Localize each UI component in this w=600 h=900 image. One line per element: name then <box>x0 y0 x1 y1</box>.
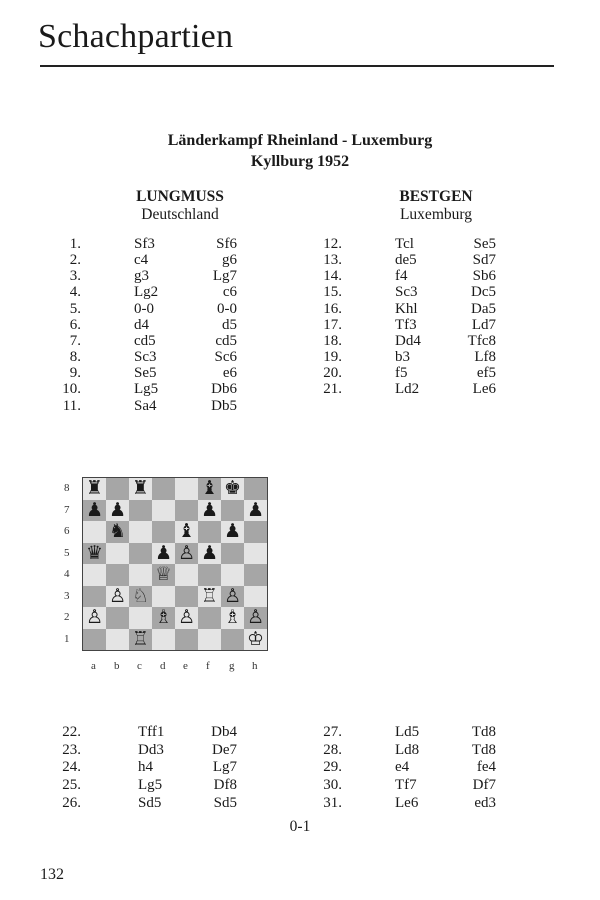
move-row <box>0 236 600 252</box>
move-row <box>0 349 600 365</box>
square-a6 <box>83 521 106 543</box>
white-move: Dd4 <box>395 332 421 349</box>
square-d3 <box>152 586 175 608</box>
move-number: 6. <box>69 316 81 333</box>
black-move: Ld7 <box>471 316 496 333</box>
white-move: Sd5 <box>138 794 162 811</box>
move-number: 30. <box>323 777 342 794</box>
square-g5 <box>221 543 244 565</box>
white-move: g3 <box>134 268 149 285</box>
rank-label: 8 <box>64 482 70 494</box>
move-number: 16. <box>323 300 342 317</box>
rank-label: 1 <box>64 632 70 645</box>
black-move: Db6 <box>211 381 237 398</box>
white-move: Dd3 <box>138 741 164 758</box>
white-pawn-icon: ♙ <box>177 606 196 628</box>
square-e7 <box>175 500 198 522</box>
black-move: Db4 <box>211 724 237 740</box>
white-move: h4 <box>138 759 153 776</box>
white-bishop-icon: ♗ <box>223 606 242 628</box>
page-header-title: Schachpartien <box>38 18 234 55</box>
move-number: 31. <box>323 794 342 811</box>
square-h6 <box>244 521 267 543</box>
black-knight-icon: ♞ <box>108 520 127 542</box>
file-label: c <box>137 660 142 672</box>
black-bishop-icon: ♝ <box>200 477 219 499</box>
square-d7 <box>152 500 175 522</box>
square-h4 <box>244 564 267 586</box>
move-number: 12. <box>323 236 342 252</box>
black-move: Le6 <box>472 381 496 398</box>
move-row <box>0 268 600 284</box>
move-number: 7. <box>69 332 81 349</box>
white-queen-icon: ♕ <box>154 563 173 585</box>
move-row <box>0 284 600 300</box>
white-move: e4 <box>395 759 410 776</box>
black-move: Dc5 <box>471 284 496 301</box>
square-a3 <box>83 586 106 608</box>
event-place-year: Kyllburg 1952 <box>250 153 350 170</box>
move-number: 26. <box>62 794 81 811</box>
file-label: h <box>252 660 258 672</box>
move-number: 22. <box>62 724 81 740</box>
black-player-country: Luxemburg <box>399 206 473 223</box>
move-row <box>0 317 600 333</box>
move-row <box>0 365 600 381</box>
square-f1 <box>198 629 221 651</box>
square-f6 <box>198 521 221 543</box>
black-pawn-icon: ♟ <box>200 498 219 521</box>
black-move: Lg7 <box>212 268 237 285</box>
square-a1 <box>83 629 106 651</box>
white-move: Sf3 <box>134 236 155 252</box>
move-row <box>0 381 600 397</box>
white-player-name: LUNGMUSS <box>136 188 224 205</box>
square-b1 <box>106 629 129 651</box>
square-h3 <box>244 586 267 608</box>
move-row <box>0 398 600 414</box>
move-row <box>0 777 600 793</box>
white-move: d4 <box>134 316 149 333</box>
square-h5 <box>244 543 267 565</box>
white-move: Tcl <box>395 236 414 252</box>
white-move: Tf7 <box>395 777 417 794</box>
rank-label: 5 <box>64 546 70 559</box>
square-b5 <box>106 543 129 565</box>
move-number: 25. <box>62 777 81 794</box>
square-b8 <box>106 478 129 500</box>
move-number: 15. <box>323 284 342 301</box>
page-number: 132 <box>40 866 64 883</box>
square-g4 <box>221 564 244 586</box>
move-number: 24. <box>62 759 81 776</box>
black-pawn-icon: ♟ <box>246 498 265 521</box>
black-pawn-icon: ♟ <box>154 541 173 564</box>
move-number: 27. <box>323 724 342 740</box>
black-move: Lg7 <box>212 759 237 776</box>
white-player-country: Deutschland <box>141 206 219 223</box>
white-move: Khl <box>395 300 418 317</box>
rank-label: 4 <box>64 568 70 580</box>
black-move: Sb6 <box>472 268 496 285</box>
white-pawn-icon: ♙ <box>223 584 242 607</box>
white-move: Le6 <box>395 794 419 811</box>
square-c6 <box>129 521 152 543</box>
white-pawn-icon: ♙ <box>177 541 196 564</box>
white-rook-icon: ♖ <box>131 627 150 650</box>
black-move: Td8 <box>471 741 496 758</box>
white-move: Tf3 <box>395 316 417 333</box>
white-move: Ld8 <box>395 741 420 758</box>
move-number: 9. <box>69 365 81 382</box>
square-e8 <box>175 478 198 500</box>
black-bishop-icon: ♝ <box>177 520 196 542</box>
move-row <box>0 759 600 775</box>
black-move: Db5 <box>211 397 237 414</box>
move-row <box>0 301 600 317</box>
square-h8 <box>244 478 267 500</box>
black-move: e6 <box>222 365 237 382</box>
black-move: Sc6 <box>214 349 237 366</box>
move-number: 13. <box>323 252 342 269</box>
square-c2 <box>129 607 152 629</box>
white-move: Tff1 <box>138 724 165 740</box>
black-move: Sd7 <box>472 252 496 269</box>
white-move: f4 <box>395 268 408 285</box>
black-move: Sf6 <box>216 236 237 252</box>
chess-diagram <box>82 477 268 651</box>
move-number: 8. <box>69 349 81 366</box>
black-move: Da5 <box>471 300 496 317</box>
white-move: f5 <box>395 365 408 382</box>
black-move: Tfc8 <box>467 332 496 349</box>
black-rook-icon: ♜ <box>85 477 104 499</box>
square-d1 <box>152 629 175 651</box>
white-move: Ld2 <box>395 381 420 398</box>
rank-label: 2 <box>64 611 70 623</box>
move-number: 2. <box>69 252 81 269</box>
move-row <box>0 252 600 268</box>
square-a4 <box>83 564 106 586</box>
square-d8 <box>152 478 175 500</box>
square-c5 <box>129 543 152 565</box>
square-c7 <box>129 500 152 522</box>
white-move: Lg5 <box>134 381 159 398</box>
move-number: 11. <box>62 397 81 414</box>
rank-label: 7 <box>64 503 70 516</box>
black-pawn-icon: ♟ <box>223 520 242 542</box>
white-move: 0-0 <box>134 300 154 317</box>
move-number: 28. <box>323 741 342 758</box>
white-king-icon: ♔ <box>246 627 265 650</box>
file-label: f <box>206 660 210 672</box>
black-move: g6 <box>222 252 237 269</box>
move-number: 19. <box>323 349 342 366</box>
file-label: e <box>183 660 188 672</box>
move-number: 3. <box>69 268 81 285</box>
black-player-name: BESTGEN <box>399 188 473 205</box>
rank-label: 6 <box>64 525 70 537</box>
white-pawn-icon: ♙ <box>108 584 127 607</box>
black-move: Lf8 <box>474 349 496 366</box>
black-move: Sd5 <box>213 794 237 811</box>
black-king-icon: ♚ <box>223 477 242 499</box>
rank-label: 3 <box>64 589 70 602</box>
black-pawn-icon: ♟ <box>85 498 104 521</box>
white-move: Lg2 <box>134 284 159 301</box>
game-result: 0-1 <box>289 818 311 835</box>
file-label: g <box>229 660 235 672</box>
move-number: 5. <box>69 300 81 317</box>
white-rook-icon: ♖ <box>200 584 219 607</box>
black-move: fe4 <box>476 759 496 776</box>
square-c4 <box>129 564 152 586</box>
black-move: 0-0 <box>217 300 237 317</box>
file-label: d <box>160 660 166 672</box>
white-move: Se5 <box>134 365 157 382</box>
black-move: ed3 <box>474 794 496 811</box>
white-move: Sc3 <box>395 284 418 301</box>
move-number: 18. <box>323 332 342 349</box>
move-number: 10. <box>62 381 81 398</box>
move-row <box>0 742 600 758</box>
black-move: Df7 <box>472 777 496 794</box>
black-move: ef5 <box>476 365 496 382</box>
black-move: Td8 <box>471 724 496 740</box>
file-label: b <box>114 660 120 672</box>
square-f2 <box>198 607 221 629</box>
move-row <box>0 795 600 811</box>
move-number: 1. <box>69 236 81 252</box>
white-move: b3 <box>395 349 410 366</box>
white-pawn-icon: ♙ <box>85 606 104 628</box>
black-move: cd5 <box>215 332 237 349</box>
move-row <box>0 333 600 349</box>
white-move: Sc3 <box>134 349 157 366</box>
move-number: 20. <box>323 365 342 382</box>
move-number: 4. <box>69 284 81 301</box>
square-b4 <box>106 564 129 586</box>
move-number: 21. <box>323 381 342 398</box>
black-pawn-icon: ♟ <box>200 541 219 564</box>
white-move: c4 <box>134 252 149 269</box>
white-pawn-icon: ♙ <box>246 606 265 628</box>
square-e4 <box>175 564 198 586</box>
move-number: 23. <box>62 741 81 758</box>
black-move: c6 <box>222 284 237 301</box>
black-pawn-icon: ♟ <box>108 498 127 521</box>
square-f4 <box>198 564 221 586</box>
white-bishop-icon: ♗ <box>154 606 173 628</box>
black-queen-icon: ♛ <box>85 541 104 564</box>
square-g7 <box>221 500 244 522</box>
black-rook-icon: ♜ <box>131 477 150 499</box>
square-e1 <box>175 629 198 651</box>
black-move: Df8 <box>213 777 237 794</box>
white-move: Sa4 <box>134 397 157 414</box>
square-b2 <box>106 607 129 629</box>
black-move: Se5 <box>473 236 496 252</box>
square-e3 <box>175 586 198 608</box>
white-move: Ld5 <box>395 724 420 740</box>
white-knight-icon: ♘ <box>131 584 150 607</box>
white-move: de5 <box>395 252 417 269</box>
move-number: 17. <box>323 316 342 333</box>
square-d6 <box>152 521 175 543</box>
white-move: Lg5 <box>138 777 163 794</box>
move-number: 14. <box>323 268 342 285</box>
file-label: a <box>91 660 96 672</box>
event-title: Länderkampf Rheinland - Luxemburg <box>167 132 433 149</box>
black-move: d5 <box>222 316 237 333</box>
move-row <box>0 724 600 740</box>
move-number: 29. <box>323 759 342 776</box>
white-move: cd5 <box>134 332 156 349</box>
square-g1 <box>221 629 244 651</box>
black-move: De7 <box>212 741 237 758</box>
